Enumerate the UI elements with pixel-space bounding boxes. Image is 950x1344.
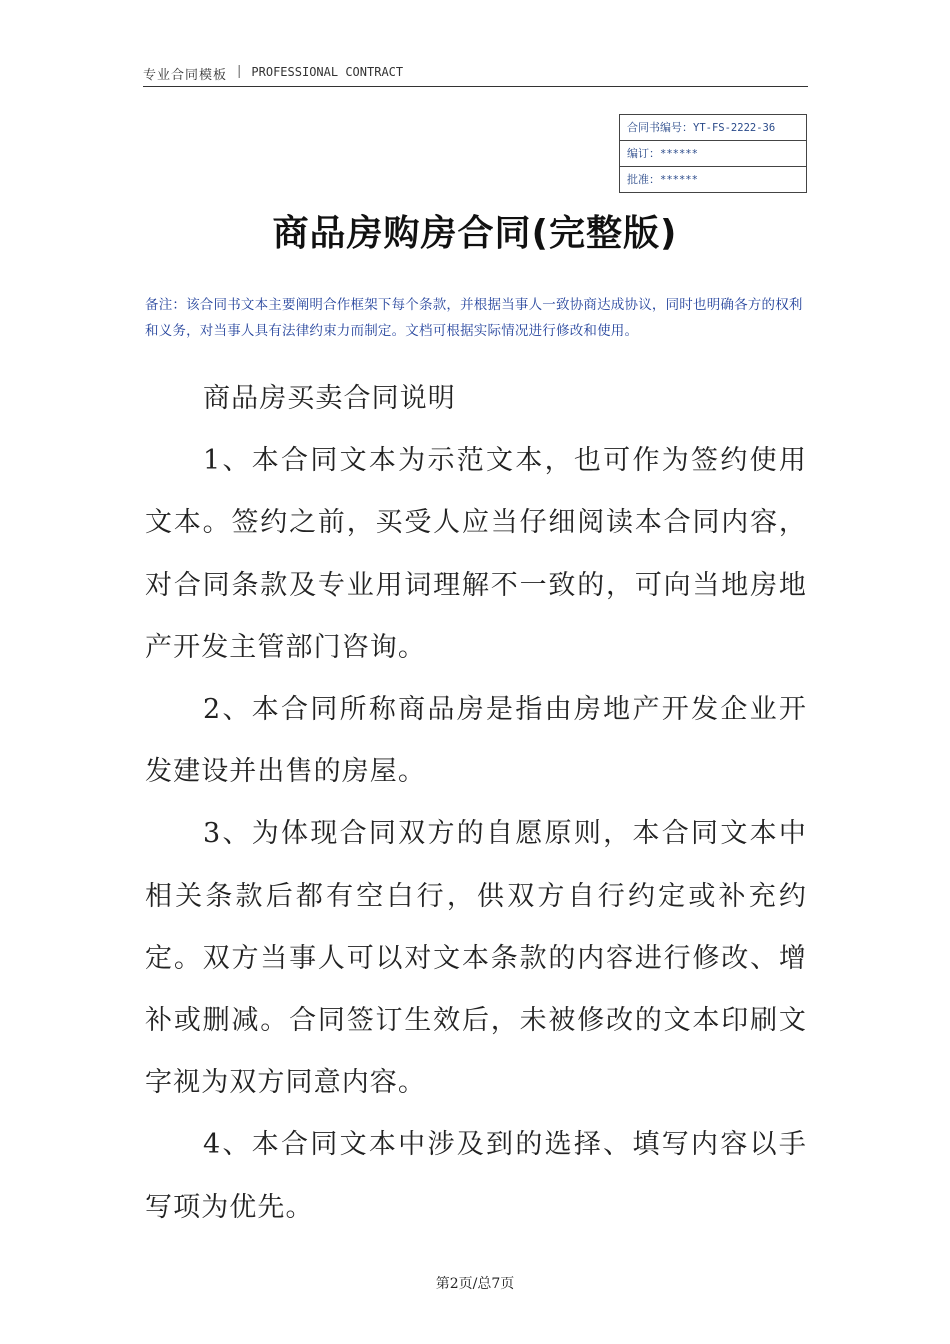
page-header [143,64,808,87]
document-note: 备注：该合同书文本主要阐明合作框架下每个条款，并根据当事人一致协商达成协议，同时也明确各方的权利和义务，对当事人具有法律约束力而制定。文档可根据实际情况进行修改和使用。 [145,297,803,339]
header-left-label: 专业合同模板 [143,68,228,83]
approved-by-label: 批准： [627,173,660,186]
contract-number-value: YT-FS-2222-36 [693,122,776,134]
contract-number-label: 合同书编号： [627,121,693,134]
document-body [145,368,807,1239]
header-separator: | [237,64,242,79]
compiled-by-label: 编订： [627,147,660,160]
approved-by-row [620,167,806,192]
body-paragraph: 2、本合同所称商品房是指由房地产开发企业开发建设并出售的房屋。 [145,694,807,788]
page-number: 第2页/总7页 [435,1276,515,1292]
compiled-by-row [620,141,806,167]
document-title: 商品房购房合同(完整版) [272,213,678,254]
body-paragraph: 1、本合同文本为示范文本，也可作为签约使用文本。签约之前，买受人应当仔细阅读本合同内容，对合同条款及专业用词理解不一致的，可向当地房地产开发主管部门咨询。 [145,445,807,663]
compiled-by-value: ****** [660,148,698,160]
approved-by-value: ****** [660,174,698,186]
body-paragraph-heading: 商品房买卖合同说明 [203,383,456,414]
body-paragraph: 4、本合同文本中涉及到的选择、填写内容以手写项为优先。 [145,1129,807,1223]
contract-number-row [620,115,806,141]
body-paragraph: 3、为体现合同双方的自愿原则，本合同文本中相关条款后都有空白行，供双方自行约定或补充约定。双方当事人可以对文本条款的内容进行修改、增补或删减。合同签订生效后，未被修改的文本印刷文字视为双方同意内容。 [145,818,807,1099]
header-right-label: PROFESSIONAL CONTRACT [251,65,404,79]
contract-info-box [619,114,807,193]
